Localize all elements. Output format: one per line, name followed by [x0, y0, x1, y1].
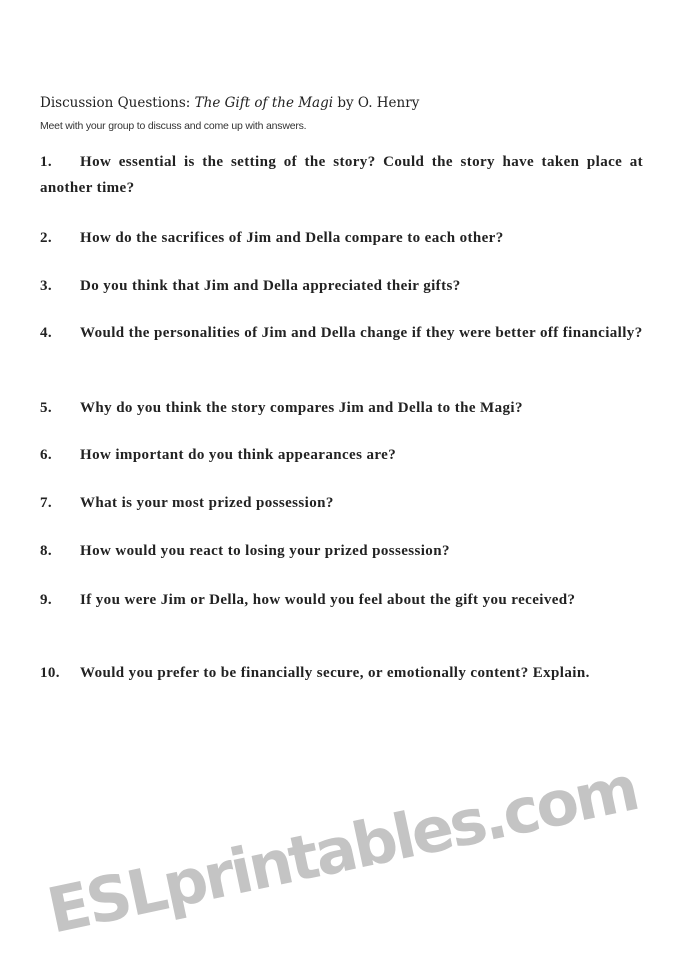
question-text: How important do you think appearances are? — [80, 447, 397, 463]
question-9 — [40, 587, 643, 613]
question-text: How essential is the setting of the story? Could the story have taken place at another time? — [40, 154, 643, 196]
title-prefix: Discussion Questions: — [40, 95, 195, 111]
watermark: ESLprintables.com — [41, 751, 643, 948]
question-number: 5. — [40, 400, 53, 416]
question-text: If you were Jim or Della, how would you feel about the gift you received? — [80, 592, 576, 608]
question-number: 2. — [40, 230, 53, 246]
question-text: How do the sacrifices of Jim and Della compare to each other? — [80, 230, 504, 246]
question-2 — [40, 225, 643, 251]
question-number: 9. — [40, 592, 53, 608]
question-4 — [40, 320, 643, 346]
question-10 — [40, 660, 643, 686]
question-number: 10. — [40, 665, 60, 681]
question-text: Do you think that Jim and Della appreciated their gifts? — [80, 278, 461, 294]
question-text: How would you react to losing your prized possession? — [80, 543, 450, 559]
title-author: by O. Henry — [333, 95, 420, 111]
question-number: 7. — [40, 495, 53, 511]
document-title — [40, 95, 419, 112]
title-work: The Gift of the Magi — [194, 95, 334, 111]
question-text: Why do you think the story compares Jim and Della to the Magi? — [80, 400, 523, 416]
question-text: What is your most prized possession? — [80, 495, 334, 511]
question-5 — [40, 395, 643, 421]
instructions: Meet with your group to discuss and come up with answers. — [40, 120, 307, 132]
question-6 — [40, 442, 643, 468]
question-8 — [40, 538, 643, 564]
question-number: 6. — [40, 447, 53, 463]
question-1 — [40, 149, 643, 201]
question-number: 3. — [40, 278, 53, 294]
question-number: 1. — [40, 154, 53, 170]
question-7 — [40, 490, 643, 516]
question-text: Would the personalities of Jim and Della change if they were better off financially? — [80, 325, 643, 341]
question-number: 8. — [40, 543, 53, 559]
question-3 — [40, 273, 643, 299]
question-text: Would you prefer to be financially secure, or emotionally content? Explain. — [80, 665, 590, 681]
question-number: 4. — [40, 325, 53, 341]
